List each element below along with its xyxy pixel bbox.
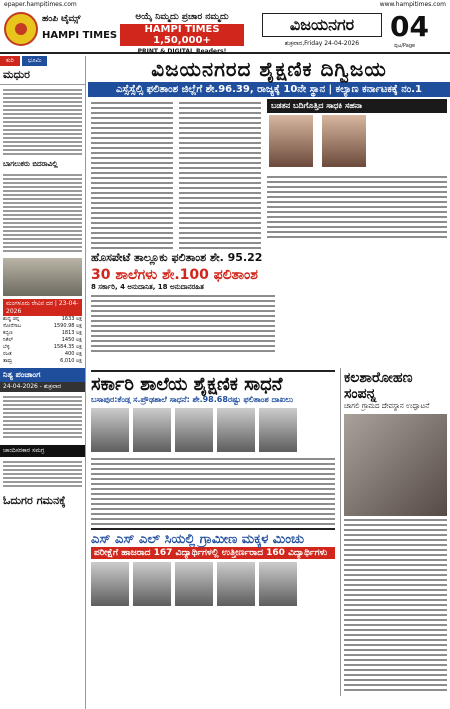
- student-card: [133, 408, 171, 452]
- mid-story: [88, 247, 278, 357]
- story-column-2: [176, 97, 264, 247]
- temple-story: [340, 368, 450, 696]
- mid-text: [91, 295, 275, 352]
- gov-text: [91, 458, 335, 525]
- left-photo: [3, 258, 82, 296]
- student-card: [175, 562, 213, 606]
- ss-sub: ಪರೀಕ್ಷೆಗೆ ಹಾಜರಾದ 167 ವಿದ್ಯಾರ್ಥಿಗಳಲ್ಲಿ ಉತ್ತೀರ್ಣರಾದ 160 ವಿದ್ಯಾರ್ಥಿಗಳು: [91, 547, 335, 559]
- side-story: [264, 97, 450, 247]
- student-card: [259, 408, 297, 452]
- market-row: ತಾಮ್ರ 6,010 ಲಕ್ಷ: [3, 358, 82, 364]
- student-card: [217, 408, 255, 452]
- student-photos: [91, 405, 335, 455]
- masthead: [0, 10, 450, 54]
- left-tabs: [0, 56, 85, 66]
- url-strip: [0, 0, 450, 10]
- student-card: [259, 562, 297, 606]
- tab-2[interactable]: ಭೂಮಿ: [22, 56, 48, 66]
- left-bottom-box: ಚಾಂದಿಸರಕಾರ ಸಮಗ್ರ: [0, 445, 85, 457]
- market-row: ಕಬ್ಬಿಣ 1813 ಲಕ್ಷ: [3, 330, 82, 336]
- brand-english: HAMPI TIMES: [42, 30, 118, 41]
- student-photo: [175, 562, 213, 606]
- main-deck: ಎಸ್ಸೆಸ್ಸೆಲ್ಸಿ ಫಲಿತಾಂಶ ಜಿಲ್ಲೆಗೆ ಶೇ.96.39, ರಾಜ್ಯಕ್ಕೆ 10ನೇ ಸ್ಥಾನ | ಕಲ್ಯಾಣ ಕರ್ನಾಟಕಕ್ಕೆ ನಂ.1: [88, 82, 450, 97]
- left-text-block-1: [0, 85, 85, 159]
- promo-box: [112, 12, 252, 55]
- main-headline: ವಿಜಯನಗರದ ಶೈಕ್ಷಣಿಕ ದಿಗ್ವಿಜಯ: [151, 57, 387, 81]
- temple-event-photo: [344, 414, 447, 516]
- page-label: ಪುಟ/Page: [394, 43, 416, 49]
- left-column: [0, 56, 86, 709]
- gov-sub: ಬಸಾಪುರ:ಕೆಂಡ್ಗ ಸ.ಪ್ರೌಢಶಾಲೆ ಸಾಧನೆ: ಶೇ.98.68ರಷ್ಟು ಫಲಿತಾಂಶ ದಾಖಲು: [91, 395, 294, 404]
- market-row: ಬೆಳ್ಳಿ 1584.35 ಲಕ್ಷ: [3, 344, 82, 350]
- page-number: 04: [390, 10, 429, 43]
- market-title: ಮಂಗಳೂರು ರೇವಿನ ದರ | 23-04-2026: [3, 299, 82, 316]
- student-photo: [91, 562, 129, 606]
- panchang-title: ನಿತ್ಯ ಪಂಚಾಂಗ: [0, 368, 85, 382]
- left-bottom-title: ಓದುಗರ ಗಮನಕ್ಕೆ: [3, 494, 66, 507]
- student-card: [217, 562, 255, 606]
- market-row: ರಜತ 400 ಲಕ್ಷ: [3, 351, 82, 357]
- hampi-times-logo-icon: [4, 12, 38, 46]
- promo-line-1: ಅಯ್ಕೆ ನಿಮ್ಮದು ಪ್ರಚಾರ ನಮ್ಮದು: [135, 12, 229, 22]
- market-row: ನಿಕೆಲ್ 1450 ಲಕ್ಷ: [3, 337, 82, 343]
- market-row: ಶುದ್ಧ ಚಿನ್ನ 1633 ಲಕ್ಷ: [3, 316, 82, 322]
- mid-heading: ಹೊಸಪೇಟೆ ತಾಲ್ಲೂಕು ಫಲಿತಾಂಶ ಶೇ. 95.22: [91, 251, 263, 264]
- mid-red-heading: 30 ಶಾಲೆಗಳು ಶೇ.100 ಫಲಿತಾಂಶ: [91, 267, 258, 283]
- student-card: [91, 408, 129, 452]
- ss-student-photos: [91, 559, 335, 609]
- student-photo: [133, 408, 171, 452]
- student-photo: [217, 562, 255, 606]
- student-card: [133, 562, 171, 606]
- edition-city: ವಿಜಯನಗರ: [262, 13, 382, 37]
- website-url[interactable]: www.hampitimes.com: [379, 1, 446, 8]
- market-row: ಸೋನೆಗಾಬ 1590.98 ಲಕ್ಷ: [3, 323, 82, 329]
- student-photo: [259, 562, 297, 606]
- student-photo: [259, 408, 297, 452]
- student-portrait: [269, 115, 313, 167]
- student-card: [91, 562, 129, 606]
- temple-heading: ಕಲಶಾರೋಹಣ ಸಂಪನ್ನ: [344, 370, 413, 402]
- mid-sub: 8 ಸರ್ಕಾರಿ, 4 ಅನುದಾನಿತ, 18 ಅನುದಾನರಹಿತ: [91, 283, 204, 291]
- brand-kannada: ಹಂಪಿ ಟೈಮ್ಸ್: [42, 14, 81, 24]
- side-story-text: [267, 176, 447, 238]
- student-photo: [91, 408, 129, 452]
- left-text-block-2: [0, 170, 85, 256]
- panchang-text: [0, 392, 85, 442]
- story-column-1: [88, 97, 176, 247]
- epaper-url[interactable]: epaper.hampitimes.com: [4, 1, 77, 8]
- student-card: [175, 408, 213, 452]
- promo-line-3: PRINT & DIGITAL Readers!: [137, 48, 227, 55]
- promo-line-2: HAMPI TIMES 1,50,000+: [120, 24, 244, 46]
- top-story-columns: [88, 97, 450, 247]
- side-story-headline: ಬಡತನ ಬದಿಗೊತ್ತಿದ ಸಾಧಕಿ ಸಹನಾ: [267, 99, 447, 113]
- edition-date: ಶುಕ್ರವಾರ,Friday 24-04-2026: [284, 40, 360, 47]
- gov-school-story: [88, 368, 338, 611]
- ss-heading: ಎಸ್ ಎಸ್ ಎಲ್ ಸಿಯಲ್ಲಿ ಗ್ರಾಮೀಣ ಮಕ್ಕಳ ಮಿಂಚು: [91, 528, 335, 547]
- student-photo: [133, 562, 171, 606]
- tab-1[interactable]: ಕುರಿ: [0, 56, 20, 66]
- student-photo: [217, 408, 255, 452]
- left-title-1: ಮಧುರ: [0, 66, 85, 85]
- left-bottom-text: [0, 457, 85, 491]
- temple-text: [344, 519, 447, 691]
- student-portrait: [322, 115, 366, 167]
- gov-headline: ಸರ್ಕಾರಿ ಶಾಲೆಯ ಶೈಕ್ಷಣಿಕ ಸಾಧನೆ: [91, 370, 335, 395]
- panchang-date: 24-04-2026 - ಶುಕ್ರವಾರ: [0, 382, 85, 392]
- main-area: [88, 56, 450, 709]
- student-photo: [175, 408, 213, 452]
- temple-sub: ಚಾಗಲಿ ಗ್ರಾಮದ ದೇವಸ್ಥಾನ ಉದ್ಘಾಟನೆ: [344, 402, 430, 410]
- left-title-2: ಬಾಗಲುಕರು ಬಿದರಾವಿಲ್ಲಿ: [3, 160, 58, 168]
